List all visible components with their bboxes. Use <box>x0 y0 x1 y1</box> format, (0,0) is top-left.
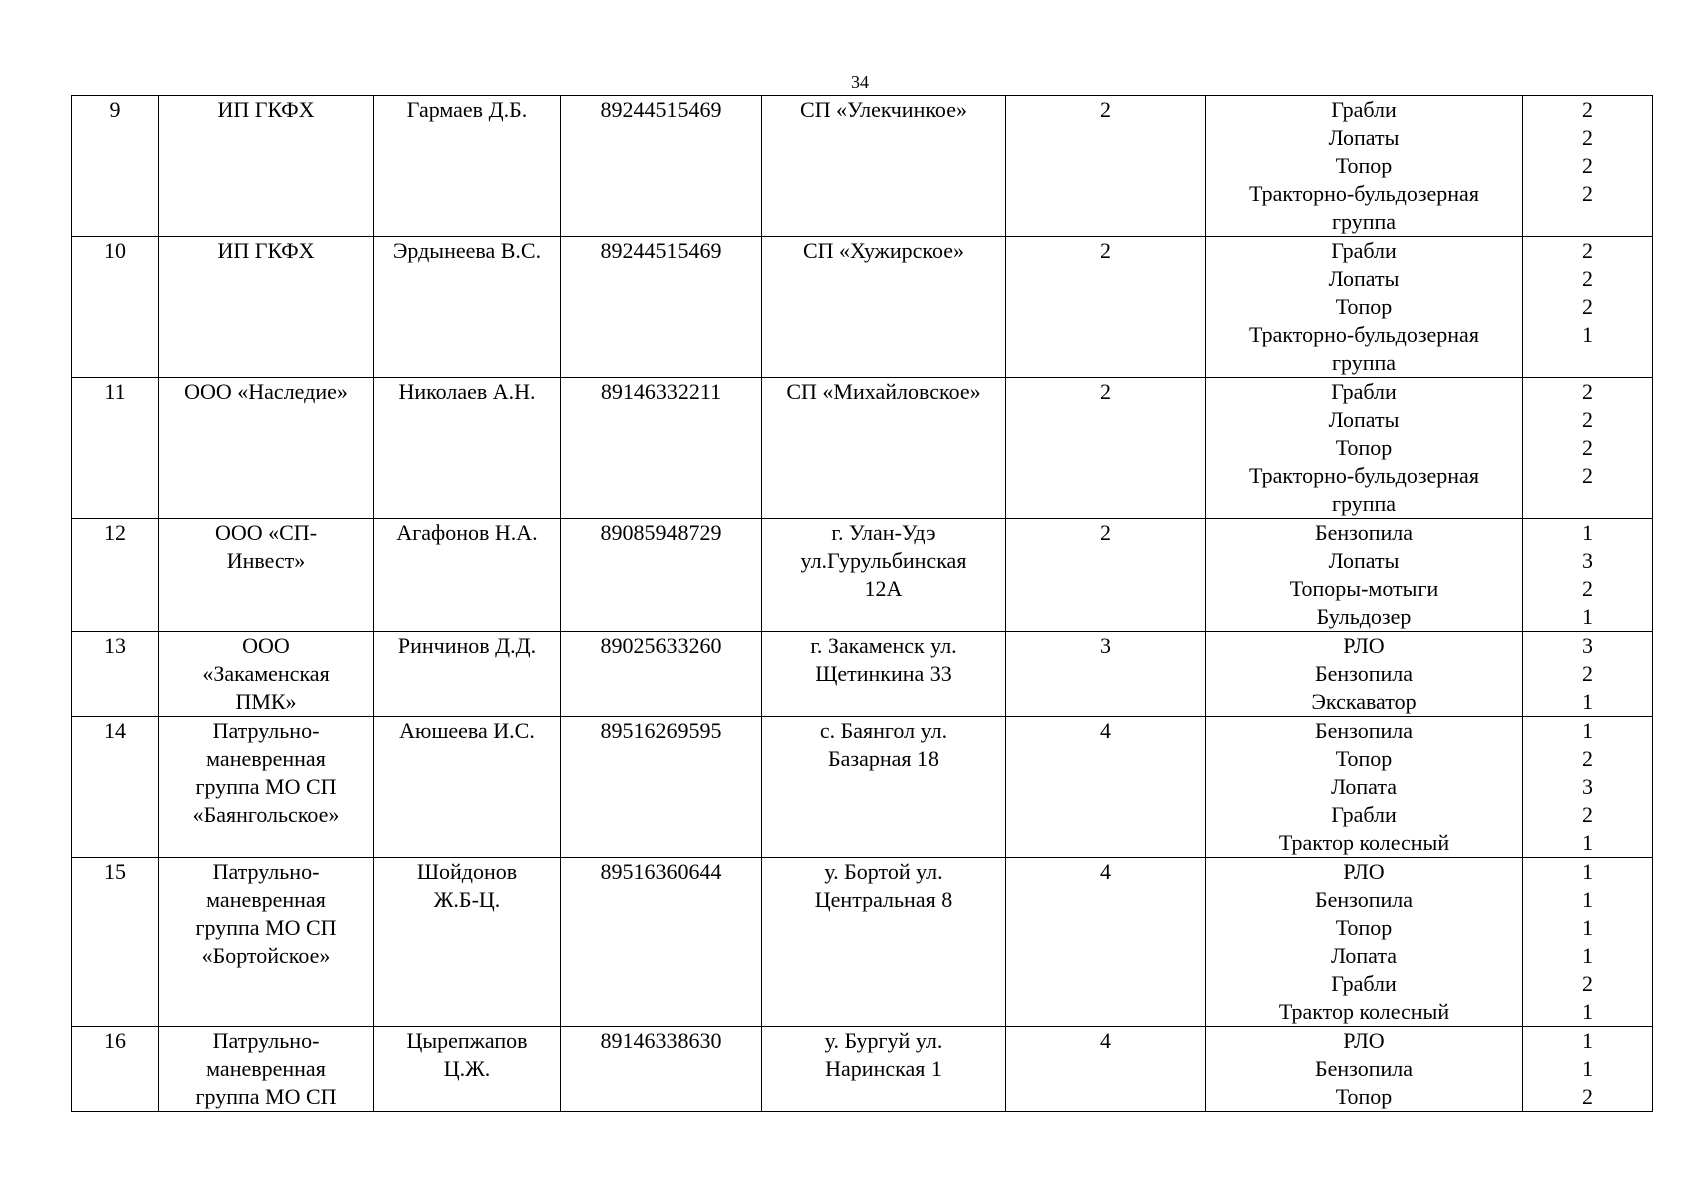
cell-responsible-person <box>374 519 561 632</box>
cell-organization-line: группа МО СП <box>195 1084 337 1109</box>
resources-table <box>71 95 1653 1112</box>
cell-number: 10 <box>72 237 159 378</box>
cell-quantity-line: 2 <box>1582 266 1593 291</box>
cell-equipment-line: Топор <box>1335 915 1393 940</box>
cell-phone: 89244515469 <box>561 96 762 237</box>
cell-organization-line: «Бортойское» <box>201 943 331 968</box>
table-row <box>72 717 1653 858</box>
cell-responsible-person <box>374 378 561 519</box>
cell-personnel-count: 2 <box>1006 519 1206 632</box>
cell-phone: 89516360644 <box>561 858 762 1027</box>
table-row <box>72 519 1653 632</box>
cell-quantity-line: 2 <box>1582 746 1593 771</box>
cell-equipment <box>1206 858 1523 1027</box>
cell-location <box>762 632 1006 717</box>
cell-equipment-line: Бульдозер <box>1316 604 1412 629</box>
cell-responsible-person-line: Николаев А.Н. <box>398 379 536 404</box>
cell-organization-line: ООО «Наследие» <box>184 379 348 404</box>
cell-phone: 89085948729 <box>561 519 762 632</box>
cell-equipment-line: Топор <box>1335 746 1393 771</box>
cell-quantity-line: 2 <box>1582 97 1593 122</box>
cell-equipment-line: Бензопила <box>1314 718 1414 743</box>
cell-quantity <box>1523 717 1653 858</box>
cell-organization-line: маневренная <box>206 1056 326 1081</box>
cell-quantity <box>1523 1027 1653 1112</box>
cell-organization-line: Патрульно- <box>212 1028 320 1053</box>
cell-equipment-line: группа <box>1331 209 1397 234</box>
cell-organization-line: ООО <box>242 633 290 658</box>
cell-personnel-count: 2 <box>1006 237 1206 378</box>
cell-organization-line: Патрульно- <box>212 859 320 884</box>
cell-quantity-line: 1 <box>1582 887 1593 912</box>
cell-location-line: СП «Хужирское» <box>802 238 965 263</box>
cell-location-line: Щетинкина 33 <box>815 661 952 686</box>
cell-equipment-line: Лопаты <box>1328 548 1400 573</box>
cell-responsible-person-line: Ц.Ж. <box>443 1056 491 1081</box>
cell-responsible-person <box>374 1027 561 1112</box>
cell-equipment <box>1206 96 1523 237</box>
table-row <box>72 858 1653 1027</box>
cell-quantity-line: 2 <box>1582 125 1593 150</box>
cell-responsible-person-line: Эрдынеева В.С. <box>392 238 542 263</box>
cell-responsible-person-line: Аюшеева И.С. <box>399 718 535 743</box>
cell-organization-line: маневренная <box>206 746 326 771</box>
cell-quantity-line: 3 <box>1582 774 1593 799</box>
cell-quantity-line: 1 <box>1582 830 1593 855</box>
cell-equipment-line: Топор <box>1335 294 1393 319</box>
cell-number: 14 <box>72 717 159 858</box>
table-row <box>72 96 1653 237</box>
cell-equipment-line: Топор <box>1335 1084 1393 1109</box>
cell-number: 13 <box>72 632 159 717</box>
cell-quantity-line: 2 <box>1582 153 1593 178</box>
cell-organization-line: «Закаменская <box>202 661 330 686</box>
cell-equipment-line: Грабли <box>1331 971 1397 996</box>
cell-equipment <box>1206 237 1523 378</box>
cell-organization-line: Инвест» <box>226 548 306 573</box>
cell-equipment-line: группа <box>1331 491 1397 516</box>
cell-quantity-line: 1 <box>1582 322 1593 347</box>
cell-equipment-line: Трактор колесный <box>1278 999 1450 1024</box>
cell-equipment-line: Топор <box>1335 153 1393 178</box>
cell-responsible-person-line: Шойдонов <box>416 859 518 884</box>
cell-personnel-count: 4 <box>1006 717 1206 858</box>
cell-quantity-line: 1 <box>1582 1028 1593 1053</box>
cell-phone: 89025633260 <box>561 632 762 717</box>
cell-equipment-line: Лопата <box>1331 774 1397 799</box>
cell-responsible-person-line: Гармаев Д.Б. <box>406 97 528 122</box>
cell-equipment-line: Лопаты <box>1328 407 1400 432</box>
cell-responsible-person-line: Ринчинов Д.Д. <box>397 633 537 658</box>
cell-equipment <box>1206 1027 1523 1112</box>
cell-equipment-line: РЛО <box>1343 1028 1385 1053</box>
cell-equipment <box>1206 632 1523 717</box>
cell-quantity-line <box>1526 490 1649 518</box>
cell-location-line: г. Закаменск ул. <box>810 633 957 658</box>
cell-personnel-count: 4 <box>1006 858 1206 1027</box>
cell-organization <box>159 858 374 1027</box>
cell-quantity <box>1523 519 1653 632</box>
cell-phone: 89146332211 <box>561 378 762 519</box>
cell-quantity-line: 2 <box>1582 463 1593 488</box>
cell-organization-line: Патрульно- <box>212 718 320 743</box>
cell-quantity-line: 2 <box>1582 435 1593 460</box>
cell-organization-line: группа МО СП <box>195 774 337 799</box>
cell-organization-line: ООО «СП- <box>214 520 318 545</box>
cell-location-line: 12А <box>864 576 903 601</box>
page-number: 34 <box>851 72 869 92</box>
cell-quantity-line: 2 <box>1582 407 1593 432</box>
cell-location-line: ул.Гурульбинская <box>800 548 967 573</box>
table-row <box>72 378 1653 519</box>
cell-location-line: г. Улан-Удэ <box>831 520 936 545</box>
cell-location <box>762 378 1006 519</box>
cell-equipment-line: РЛО <box>1343 633 1385 658</box>
cell-location-line: с. Баянгол ул. <box>819 718 948 743</box>
cell-organization <box>159 237 374 378</box>
cell-responsible-person-line: Агафонов Н.А. <box>396 520 538 545</box>
cell-organization-line: ИП ГКФХ <box>217 238 315 263</box>
cell-location <box>762 717 1006 858</box>
cell-quantity-line: 3 <box>1582 548 1593 573</box>
cell-number: 15 <box>72 858 159 1027</box>
cell-quantity-line: 2 <box>1582 379 1593 404</box>
cell-quantity-line: 1 <box>1582 1056 1593 1081</box>
cell-equipment-line: РЛО <box>1343 859 1385 884</box>
cell-quantity-line: 1 <box>1582 859 1593 884</box>
cell-quantity-line: 2 <box>1582 802 1593 827</box>
cell-equipment <box>1206 378 1523 519</box>
cell-location <box>762 237 1006 378</box>
cell-quantity-line: 1 <box>1582 915 1593 940</box>
cell-quantity-line: 2 <box>1582 181 1593 206</box>
cell-equipment-line: Бензопила <box>1314 661 1414 686</box>
cell-responsible-person <box>374 632 561 717</box>
cell-quantity-line <box>1526 349 1649 377</box>
cell-personnel-count: 2 <box>1006 96 1206 237</box>
cell-location-line: Наринская 1 <box>825 1056 942 1081</box>
cell-quantity-line <box>1526 208 1649 236</box>
cell-location-line: СП «Улекчинкое» <box>800 97 967 122</box>
cell-organization <box>159 96 374 237</box>
cell-quantity-line: 1 <box>1582 604 1593 629</box>
cell-location <box>762 96 1006 237</box>
cell-organization <box>159 717 374 858</box>
cell-equipment-line: Тракторно-бульдозерная <box>1249 463 1479 488</box>
cell-personnel-count: 2 <box>1006 378 1206 519</box>
cell-quantity-line: 2 <box>1582 576 1593 601</box>
cell-equipment-line: Топоры-мотыги <box>1289 576 1439 601</box>
cell-quantity-line: 1 <box>1582 718 1593 743</box>
cell-quantity-line: 1 <box>1582 999 1593 1024</box>
cell-number: 11 <box>72 378 159 519</box>
cell-organization-line: ПМК» <box>235 689 297 714</box>
cell-number: 16 <box>72 1027 159 1112</box>
table-row <box>72 632 1653 717</box>
cell-quantity-line: 2 <box>1582 971 1593 996</box>
cell-quantity-line: 1 <box>1582 943 1593 968</box>
cell-phone: 89244515469 <box>561 237 762 378</box>
cell-equipment-line: Лопата <box>1331 943 1397 968</box>
cell-organization <box>159 632 374 717</box>
cell-organization <box>159 519 374 632</box>
cell-organization-line: группа МО СП <box>195 915 337 940</box>
cell-quantity <box>1523 237 1653 378</box>
cell-responsible-person-line: Цырепжапов <box>406 1028 528 1053</box>
cell-equipment-line: Грабли <box>1331 97 1397 122</box>
cell-responsible-person-line: Ж.Б-Ц. <box>433 887 501 912</box>
cell-quantity <box>1523 96 1653 237</box>
cell-quantity-line: 2 <box>1582 1084 1593 1109</box>
cell-equipment-line: Бензопила <box>1314 1056 1414 1081</box>
table-body <box>72 96 1653 1112</box>
cell-equipment <box>1206 717 1523 858</box>
cell-phone: 89516269595 <box>561 717 762 858</box>
cell-responsible-person <box>374 237 561 378</box>
cell-responsible-person <box>374 717 561 858</box>
cell-number: 9 <box>72 96 159 237</box>
cell-location-line: у. Бургуй ул. <box>824 1028 943 1053</box>
cell-equipment-line: Лопаты <box>1328 125 1400 150</box>
cell-equipment-line: Грабли <box>1331 379 1397 404</box>
cell-organization-line: ИП ГКФХ <box>217 97 315 122</box>
cell-quantity <box>1523 632 1653 717</box>
cell-personnel-count: 4 <box>1006 1027 1206 1112</box>
cell-quantity-line: 2 <box>1582 238 1593 263</box>
cell-quantity-line: 1 <box>1582 520 1593 545</box>
cell-equipment-line: Грабли <box>1331 238 1397 263</box>
cell-quantity-line: 2 <box>1582 661 1593 686</box>
cell-equipment <box>1206 519 1523 632</box>
cell-equipment-line: Бензопила <box>1314 520 1414 545</box>
cell-location-line: СП «Михайловское» <box>786 379 981 404</box>
cell-location <box>762 858 1006 1027</box>
cell-quantity-line: 2 <box>1582 294 1593 319</box>
cell-location-line: у. Бортой ул. <box>824 859 943 884</box>
cell-quantity <box>1523 858 1653 1027</box>
cell-phone: 89146338630 <box>561 1027 762 1112</box>
cell-location <box>762 1027 1006 1112</box>
cell-equipment-line: Бензопила <box>1314 887 1414 912</box>
cell-equipment-line: Топор <box>1335 435 1393 460</box>
cell-equipment-line: группа <box>1331 350 1397 375</box>
cell-responsible-person <box>374 96 561 237</box>
cell-equipment-line: Экскаватор <box>1311 689 1417 714</box>
cell-equipment-line: Трактор колесный <box>1278 830 1450 855</box>
cell-organization <box>159 378 374 519</box>
cell-location <box>762 519 1006 632</box>
cell-personnel-count: 3 <box>1006 632 1206 717</box>
cell-equipment-line: Грабли <box>1331 802 1397 827</box>
table-row <box>72 237 1653 378</box>
table-row <box>72 1027 1653 1112</box>
cell-organization-line: «Баянгольское» <box>192 802 340 827</box>
cell-equipment-line: Тракторно-бульдозерная <box>1249 322 1479 347</box>
cell-responsible-person <box>374 858 561 1027</box>
cell-equipment-line: Лопаты <box>1328 266 1400 291</box>
cell-quantity <box>1523 378 1653 519</box>
cell-number: 12 <box>72 519 159 632</box>
cell-equipment-line: Тракторно-бульдозерная <box>1249 181 1479 206</box>
cell-organization-line: маневренная <box>206 887 326 912</box>
cell-location-line: Базарная 18 <box>827 746 939 771</box>
cell-location-line: Центральная 8 <box>814 887 953 912</box>
cell-quantity-line: 3 <box>1582 633 1593 658</box>
cell-organization <box>159 1027 374 1112</box>
cell-quantity-line: 1 <box>1582 689 1593 714</box>
